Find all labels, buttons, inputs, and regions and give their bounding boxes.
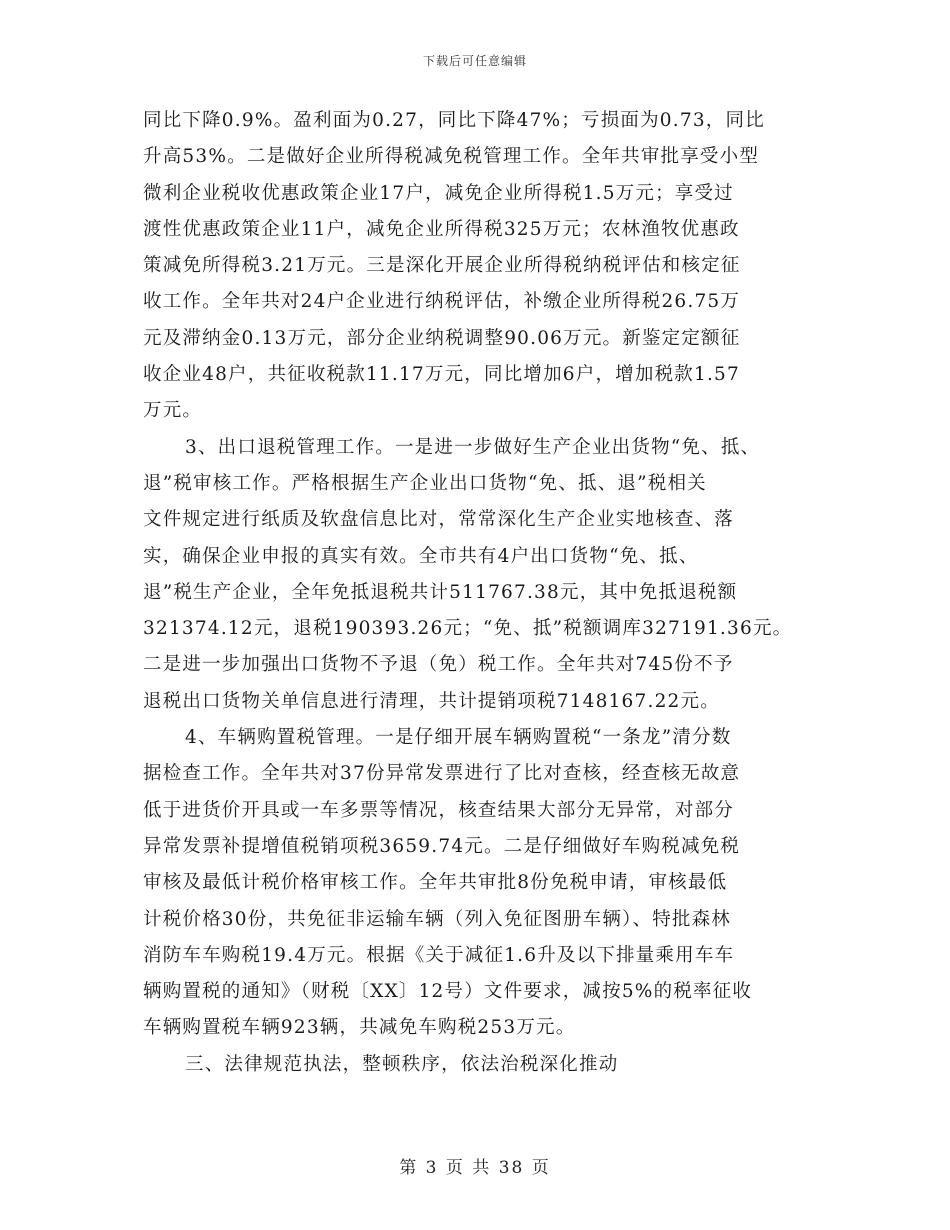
text-line: 低于进货价开具或一车多票等情况，核查结果大部分无异常，对部分 xyxy=(143,799,735,821)
paragraph-start-line: 4、车辆购置税管理。一是仔细开展车辆购置税“一条龙”清分数 xyxy=(185,727,732,749)
text-line: 321374.12元，退税190393.26元；“免、抵”税额调库327191.36元。 xyxy=(143,618,793,640)
text-line: 策减免所得税3.21万元。三是深化开展企业所得税纳税评估和核定征 xyxy=(143,255,741,277)
text-line: 文件规定进行纸质及软盘信息比对，常常深化生产企业实地核查、落 xyxy=(143,509,735,531)
text-line: 退税出口货物关单信息进行清理，共计提销项税7148167.22元。 xyxy=(143,690,720,712)
text-line: 收工作。全年共对24户企业进行纳税评估，补缴企业所得税26.75万 xyxy=(143,291,741,313)
text-line: 车辆购置税车辆923辆，共减免车购税253万元。 xyxy=(143,1017,576,1039)
text-line: 审核及最低计税价格审核工作。全年共审批8份免税申请，审核最低 xyxy=(143,872,728,894)
text-line: 退”税生产企业，全年免抵退税共计511767.38元，其中免抵退税额 xyxy=(143,581,738,603)
text-line: 异常发票补提增值税销项税3659.74元。二是仔细做好车购税减免税 xyxy=(143,835,741,857)
text-line: 同比下降0.9%。盈利面为0.27，同比下降47%；亏损面为0.73，同比 xyxy=(143,110,765,131)
text-line: 计税价格30份，共免征非运输车辆（列入免征图册车辆）、特批森林 xyxy=(143,908,731,930)
text-line: 二是进一步加强出口货物不予退（免）税工作。全年共对745份不予 xyxy=(143,654,734,676)
text-line: 元及滞纳金0.13万元，部分企业纳税调整90.06万元。新鉴定定额征 xyxy=(143,327,741,349)
text-line: 实，确保企业申报的真实有效。全市共有4户出口货物“免、抵、 xyxy=(143,545,699,567)
text-line: 退”税审核工作。严格根据生产企业出口货物“免、抵、退”税相关 xyxy=(143,472,707,494)
text-line: 微利企业税收优惠政策企业17户，减免企业所得税1.5万元；享受过 xyxy=(143,182,734,204)
page-header-note: 下载后可任意编辑 xyxy=(422,54,527,68)
section-heading: 三、法律规范执法，整顿秩序，依法治税深化推动 xyxy=(185,1053,619,1075)
text-line: 万元。 xyxy=(143,400,203,422)
text-line: 收企业48户，共征收税款11.17万元，同比增加6户，增加税款1.57 xyxy=(143,364,740,386)
page-number-footer: 第 3 页 共 38 页 xyxy=(399,1158,551,1178)
text-line: 升高53%。二是做好企业所得税减免税管理工作。全年共审批享受小型 xyxy=(143,146,760,168)
document-body xyxy=(143,103,823,1083)
text-line: 渡性优惠政策企业11户，减免企业所得税325万元；农林渔牧优惠政 xyxy=(143,218,740,240)
text-line: 消防车车购税19.4万元。根据《关于减征1.6升及以下排量乘用车车 xyxy=(143,944,735,966)
text-line: 据检查工作。全年共对37份异常发票进行了比对查核，经查核无故意 xyxy=(143,763,741,785)
paragraph-start-line: 3、出口退税管理工作。一是进一步做好生产企业出货物“免、抵、 xyxy=(185,436,761,458)
text-line: 辆购置税的通知》（财税〔XX〕12号）文件要求，减按5%的税率征收 xyxy=(143,981,753,1003)
